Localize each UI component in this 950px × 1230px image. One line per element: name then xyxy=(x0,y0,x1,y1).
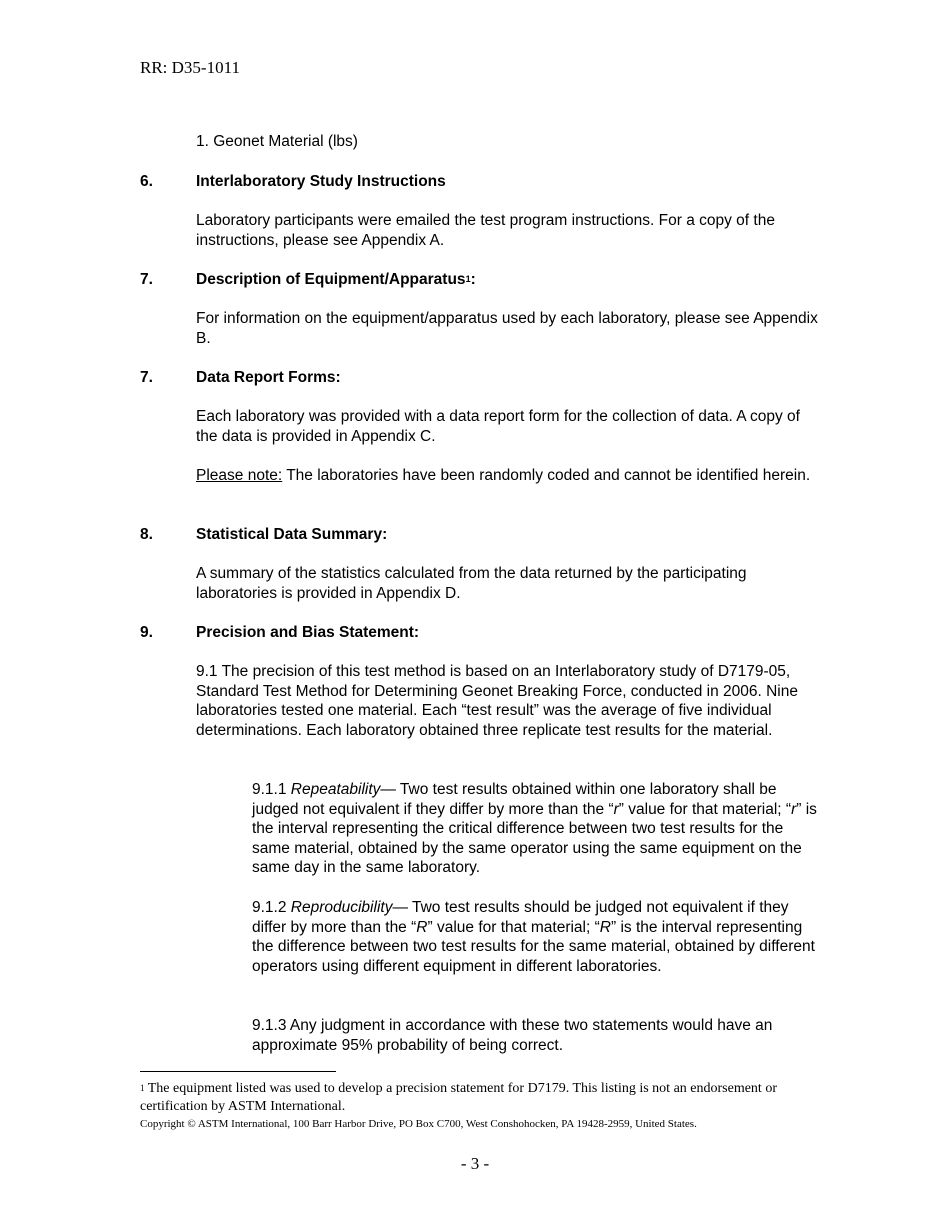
symbol-R: R xyxy=(599,918,611,936)
symbol-R: R xyxy=(416,918,428,936)
section-number: 7. xyxy=(140,271,153,288)
term-reproducibility: Reproducibility xyxy=(290,899,393,916)
section-title: Interlaboratory Study Instructions xyxy=(196,173,446,190)
footnote-marker: 1 xyxy=(140,1083,145,1093)
section-number: 6. xyxy=(140,173,153,190)
material-list-item: 1. Geonet Material (lbs) xyxy=(196,133,358,150)
symbol-r: r xyxy=(613,800,619,818)
please-note-paragraph xyxy=(196,466,821,486)
section-title-text: Description of Equipment/Apparatus xyxy=(196,271,466,288)
text-part: ” is the interval representing the difference between two test results for the same material, obtained by different operators using different equipment in different laboratories. xyxy=(252,918,815,975)
section-title-suffix: : xyxy=(470,271,476,288)
footnote-text: The equipment listed was used to develop a precision statement for D7179. This listing is not an endorsement or certification by ASTM International. xyxy=(140,1081,777,1114)
page-number: - 3 - xyxy=(460,1154,490,1173)
document-id-header: RR: D35-1011 xyxy=(140,58,240,77)
text-part: ” is the interval representing the critical difference between two test results for the same material, obtained by the same operator using the same equipment on the same day in the same laboratory. xyxy=(252,800,817,877)
footnote-reference: 1 xyxy=(465,274,471,284)
symbol-r: r xyxy=(791,800,797,818)
text-part: ” value for that material; “ xyxy=(618,800,792,818)
please-note-text: The laboratories have been randomly coded and cannot be identified herein. xyxy=(282,467,811,484)
text-part: ” value for that material; “ xyxy=(427,918,600,936)
text-part: — Two test results obtained within one laboratory shall be judged not equivalent if they differ by more than the “ xyxy=(252,781,777,818)
paragraph-number: 9.1.1 xyxy=(252,781,291,798)
text-part: — Two test results should be judged not equivalent if they differ by more than the “ xyxy=(252,899,789,936)
footnote xyxy=(140,1080,820,1116)
section-number: 8. xyxy=(140,526,153,543)
section-number: 7. xyxy=(140,369,153,386)
paragraph-9-1-1-repeatability xyxy=(252,780,817,878)
section-title: Precision and Bias Statement: xyxy=(196,624,420,641)
paragraph-9-1: 9.1 The precision of this test method is based on an Interlaboratory study of D7179-05, Standard Test Method for Determining Geonet Breaking Force, conducted in 2006. Nine laboratories tested one material. Each “test result” was the average of five individual determinations. Each laboratory obtained three replicate test results for the material. xyxy=(196,663,798,739)
section-title: Data Report Forms: xyxy=(196,369,341,386)
copyright-notice: Copyright © ASTM International, 100 Barr Harbor Drive, PO Box C700, West Conshohocken, PA 19428-2959, United States. xyxy=(140,1118,697,1130)
paragraph-9-1-2-reproducibility xyxy=(252,898,817,976)
section-7-forms-body: Each laboratory was provided with a data report form for the collection of data. A copy of the data is provided in Appendix C. xyxy=(196,408,800,445)
section-6-body: Laboratory participants were emailed the test program instructions. For a copy of the instructions, please see Appendix A. xyxy=(196,212,775,249)
section-7-equipment-body: For information on the equipment/apparatus used by each laboratory, please see Appendix B. xyxy=(196,310,818,347)
footnote-separator xyxy=(140,1071,336,1072)
paragraph-9-1-3: 9.1.3 Any judgment in accordance with these two statements would have an approximate 95% probability of being correct. xyxy=(252,1017,773,1054)
term-repeatability: Repeatability xyxy=(290,781,381,798)
section-number: 9. xyxy=(140,624,153,641)
section-title: Statistical Data Summary: xyxy=(196,526,388,543)
please-note-label: Please note: xyxy=(196,467,283,484)
section-8-body: A summary of the statistics calculated from the data returned by the participating laboratories is provided in Appendix D. xyxy=(196,565,747,602)
section-title xyxy=(196,270,476,290)
paragraph-number: 9.1.2 xyxy=(252,899,291,916)
